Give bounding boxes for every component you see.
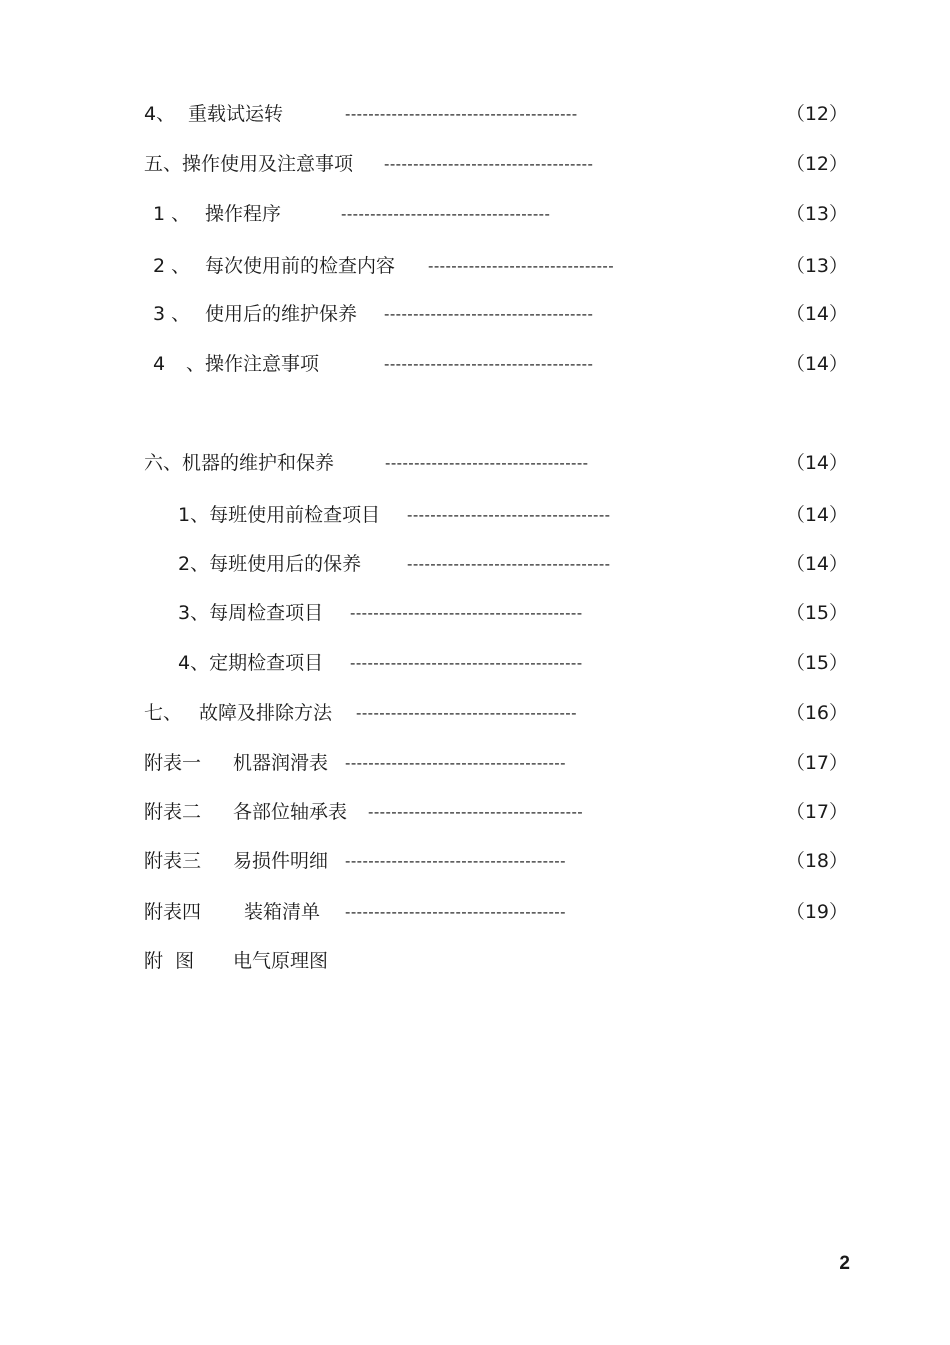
toc-leader: ------------------------------------- [368, 803, 584, 821]
toc-number: 附表四 [144, 901, 202, 923]
toc-number: 4、 [144, 103, 176, 125]
toc-number: 七、 [144, 702, 183, 724]
toc-title: 六、机器的维护和保养 [144, 452, 335, 474]
toc-number: 附表一 [144, 752, 202, 774]
toc-leader: ----------------------------------- [407, 555, 611, 573]
toc-number: 附 图 [144, 950, 195, 972]
toc-row [0, 846, 950, 876]
toc-title: 机器润滑表 [233, 752, 329, 774]
toc-leader: ------------------------------------ [341, 205, 551, 223]
toc-row [0, 349, 950, 379]
toc-title: 每次使用前的检查内容 [205, 255, 396, 277]
toc-row [0, 598, 950, 628]
toc-page: （19） [785, 901, 848, 923]
toc-leader: -------------------------------- [428, 257, 615, 275]
toc-title: 电气原理图 [233, 950, 329, 972]
toc-row [0, 199, 950, 229]
toc-leader: -------------------------------------- [345, 754, 566, 772]
toc-title: 装箱清单 [244, 901, 321, 923]
toc-page: （15） [785, 652, 848, 674]
toc-title: 五、操作使用及注意事项 [144, 153, 354, 175]
toc-page: （14） [785, 303, 848, 325]
toc-title: 操作程序 [205, 203, 282, 225]
toc-page: （16） [785, 702, 848, 724]
toc-number: 4 [153, 353, 166, 375]
toc-row [0, 549, 950, 579]
toc-title: 2、每班使用后的保养 [178, 553, 362, 575]
toc-row [0, 251, 950, 281]
toc-page: （17） [785, 801, 848, 823]
toc-title: 3、每周检查项目 [178, 602, 324, 624]
toc-title: 使用后的维护保养 [205, 303, 358, 325]
toc-number: 2 、 [153, 255, 191, 277]
toc-row [0, 299, 950, 329]
toc-row [0, 648, 950, 678]
toc-row [0, 448, 950, 478]
toc-row [0, 500, 950, 530]
toc-title: 易损件明细 [233, 850, 329, 872]
toc-leader: -------------------------------------- [356, 704, 577, 722]
toc-leader: ----------------------------------- [407, 506, 611, 524]
toc-leader: -------------------------------------- [345, 903, 566, 921]
toc-page: （13） [785, 255, 848, 277]
toc-leader: ---------------------------------------- [350, 604, 583, 622]
toc-number: 附表二 [144, 801, 202, 823]
toc-title: 故障及排除方法 [199, 702, 333, 724]
toc-page: （14） [785, 504, 848, 526]
toc-leader: ------------------------------------ [384, 305, 594, 323]
toc-page: （14） [785, 353, 848, 375]
toc-page: （17） [785, 752, 848, 774]
toc-leader: -------------------------------------- [345, 852, 566, 870]
toc-leader: ---------------------------------------- [350, 654, 583, 672]
toc-page: （12） [785, 153, 848, 175]
toc-page: （12） [785, 103, 848, 125]
toc-page: （13） [785, 203, 848, 225]
toc-row [0, 698, 950, 728]
toc-leader: ----------------------------------- [385, 454, 589, 472]
toc-page: （14） [785, 452, 848, 474]
toc-leader: ---------------------------------------- [345, 105, 578, 123]
toc-row [0, 99, 950, 129]
toc-title: 重载试运转 [188, 103, 284, 125]
toc-row [0, 946, 950, 976]
toc-title: 各部位轴承表 [233, 801, 348, 823]
toc-number: 3 、 [153, 303, 191, 325]
toc-row [0, 797, 950, 827]
toc-page: （18） [785, 850, 848, 872]
toc-leader: ------------------------------------ [384, 355, 594, 373]
toc-title: 、操作注意事项 [186, 353, 320, 375]
toc-title: 4、定期检查项目 [178, 652, 324, 674]
toc-row [0, 897, 950, 927]
toc-page: （14） [785, 553, 848, 575]
toc-title: 1、每班使用前检查项目 [178, 504, 381, 526]
toc-page: （15） [785, 602, 848, 624]
toc-row [0, 748, 950, 778]
toc-row [0, 149, 950, 179]
toc-leader: ------------------------------------ [384, 155, 594, 173]
toc-number: 附表三 [144, 850, 202, 872]
page-number: 2 [839, 1253, 850, 1274]
toc-number: 1 、 [153, 203, 191, 225]
